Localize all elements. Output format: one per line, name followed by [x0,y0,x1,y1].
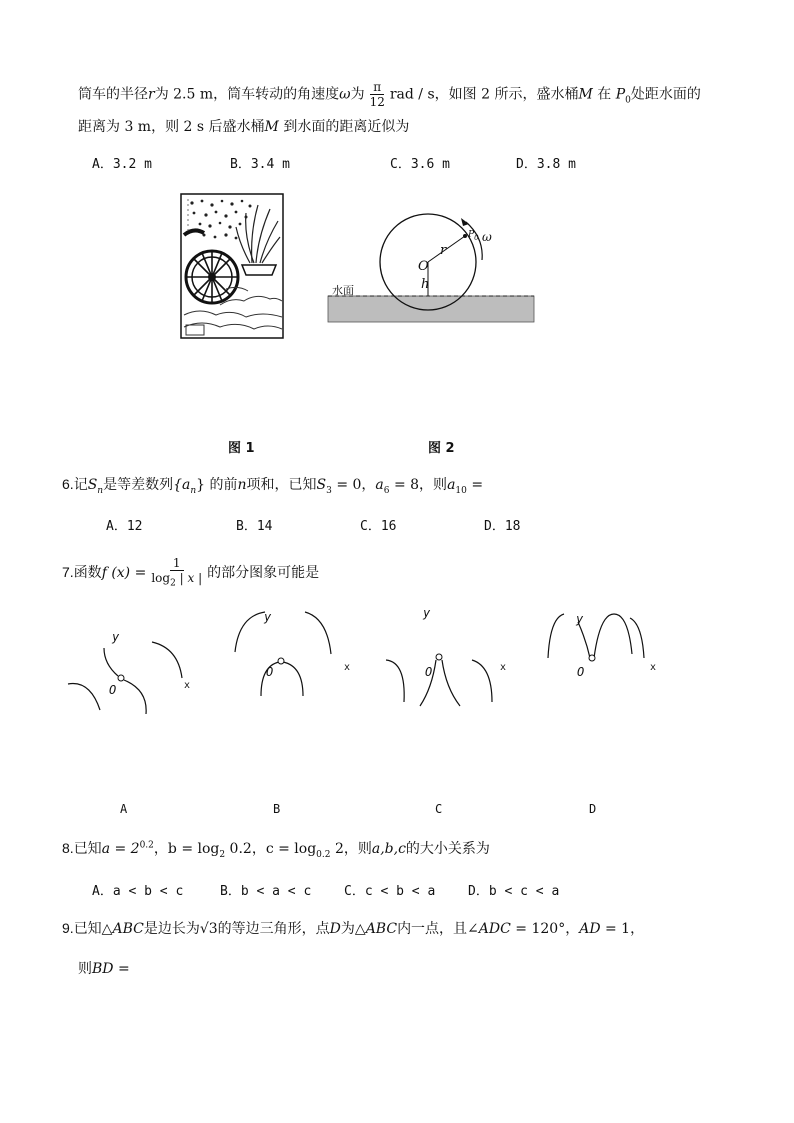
q6-option-c: C．16 [360,519,397,534]
graph-d-origin-label: O [577,665,585,679]
q5-option-c: C．3.6 m [390,157,450,172]
q8-option-d: D．b < c < a [468,884,560,899]
q7-fraction: $\frac{1}{\log_2 | x |}$ [151,556,203,589]
figure-2-caption: 图 2 [428,441,455,456]
q8-option-c: C．c < b < a [344,884,436,899]
graph-d-caption: D [589,802,597,816]
height-label: h [421,277,430,292]
q5-text-line2: 距离为 3 m，则 2 s 后盛水桶M 到水面的距离近似为 [78,119,410,135]
waterwheel-illustration [180,193,284,339]
q5-text-line1: 筒车的半径r为 2.5 m，筒车转动的角速度ω为 $\frac{\pi}{12}$ rad / s，如图 2 所示，盛水桶M 在 $P_0$处距水面的 [78,80,701,109]
graph-c-y-label: y [423,606,431,620]
q8-option-b: B．b < a < c [220,884,312,899]
graph-b-x-label: x [344,662,351,673]
graph-a [60,620,200,720]
graph-a-y-label: y [112,630,120,644]
q5-option-a: A．3.2 m [92,157,152,172]
graph-d-y-label: y [576,612,584,626]
q5-option-b: B．3.4 m [230,157,290,172]
question-9: 9.已知△ABC是边长为√3的等边三角形，点D为△ABC内一点，且∠ADC = 120°，AD = 1， [62,920,645,937]
graph-c-caption: C [435,802,443,816]
q6-option-a: A．12 [106,519,143,534]
omega-label: ω [482,230,492,244]
p0-label: $P_0$ [468,230,479,242]
graph-b-caption: B [273,802,281,816]
q5-option-d: D．3.8 m [516,157,576,172]
radius-label: r [440,243,447,258]
graph-c-x-label: x [500,662,507,673]
figure-1-caption: 图 1 [228,441,255,456]
graph-c [380,616,510,716]
question-6: 6.记$S_n$是等差数列$\{a_n\}$ 的前n项和，已知$S_3 = 0$，$a_6 = 8$，则$a_{10}$ = [62,476,484,496]
graph-a-x-label: x [184,680,191,691]
question-7: 7.函数f (x) = $\frac{1}{\log_2 | x |}$ 的部分图象可能是 [62,556,320,589]
center-label: O [418,259,429,274]
graph-d [540,610,660,710]
graph-a-origin-label: O [109,683,117,697]
graph-a-caption: A [120,802,128,816]
graph-b-origin-label: O [266,665,274,679]
omega-fraction: $\frac{\pi}{12}$ [369,80,385,109]
q8-option-a: A．a < b < c [92,884,184,899]
graph-b [225,606,345,706]
graph-d-x-label: x [650,662,657,673]
graph-c-origin-label: O [425,665,433,679]
question-9-line2: 则BD = [78,961,130,977]
graph-b-y-label: y [264,610,272,624]
q6-option-b: B．14 [236,519,273,534]
q6-option-d: D．18 [484,519,521,534]
waterwheel-diagram [326,212,540,328]
question-8: 8.已知$a = 2^{0.2}$，$b = \log_2 0.2$，$c = \log_{0.2} 2$，则a,b,c的大小关系为 [62,840,490,860]
water-surface-label: 水面 [332,284,354,297]
